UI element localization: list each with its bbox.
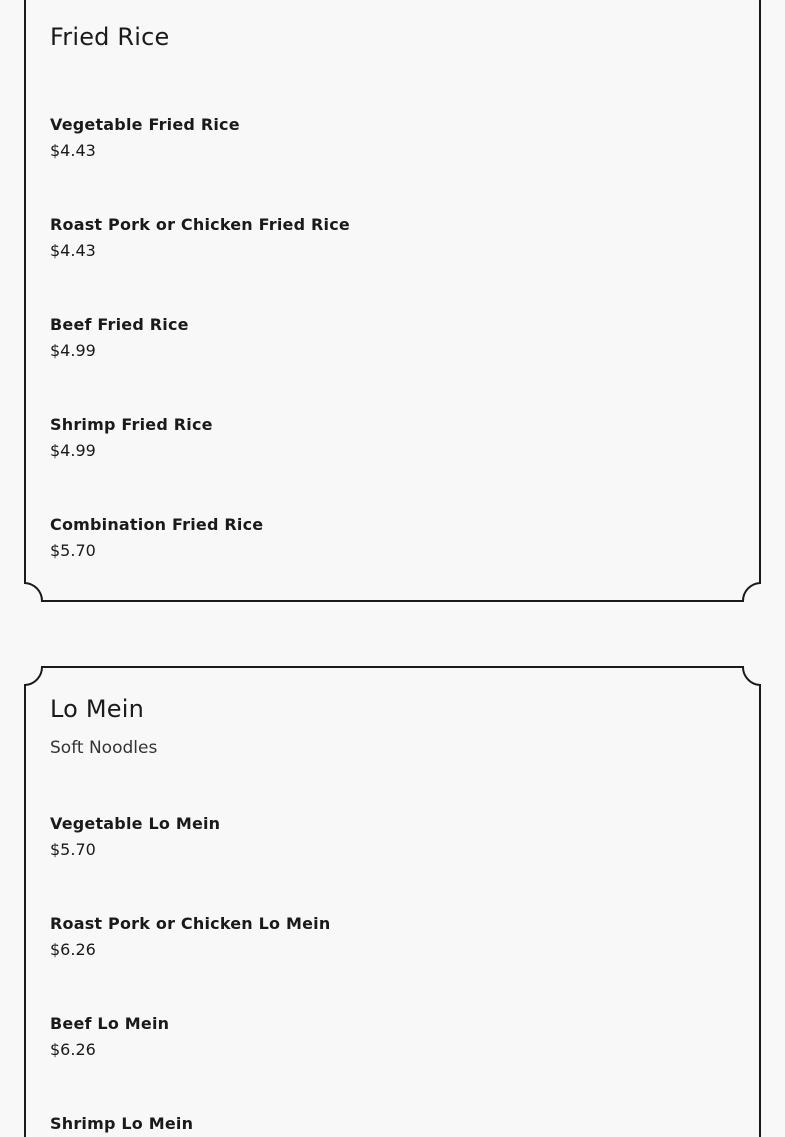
section-title: Lo Mein [50, 695, 145, 723]
menu-item-price: $6.26 [50, 1040, 96, 1059]
menu-item[interactable] [50, 1013, 169, 1061]
menu-item-name: Shrimp Lo Mein [50, 1114, 194, 1133]
section-subtitle: Soft Noodles [50, 738, 158, 758]
menu-item-name: Vegetable Fried Rice [50, 115, 240, 134]
menu-item-name: Roast Pork or Chicken Fried Rice [50, 215, 350, 234]
menu-item-name: Beef Fried Rice [50, 315, 189, 334]
menu-item-name: Beef Lo Mein [50, 1014, 170, 1033]
menu-item-name: Roast Pork or Chicken Lo Mein [50, 914, 331, 933]
menu-item-price: $4.99 [50, 441, 96, 460]
menu-item-price: $5.70 [50, 541, 96, 560]
menu-item[interactable] [50, 514, 263, 562]
menu-item[interactable] [50, 114, 240, 162]
menu-item[interactable] [50, 214, 350, 262]
menu-item-price: $4.99 [50, 341, 96, 360]
menu-section-fried-rice [24, 0, 761, 602]
menu-item[interactable] [50, 414, 213, 462]
menu-item-name: Vegetable Lo Mein [50, 814, 221, 833]
menu-item-name: Shrimp Fried Rice [50, 415, 213, 434]
menu-item-price: $4.43 [50, 241, 96, 260]
menu-section-lo-mein [24, 666, 761, 1137]
menu-item-price: $5.70 [50, 840, 96, 859]
menu-item-name: Combination Fried Rice [50, 515, 264, 534]
menu-item[interactable] [50, 1113, 193, 1135]
menu-item[interactable] [50, 913, 330, 961]
menu-item[interactable] [50, 314, 189, 362]
section-title: Fried Rice [50, 23, 170, 51]
menu-item[interactable] [50, 813, 220, 861]
menu-item-price: $4.43 [50, 141, 96, 160]
menu-item-price: $6.26 [50, 940, 96, 959]
